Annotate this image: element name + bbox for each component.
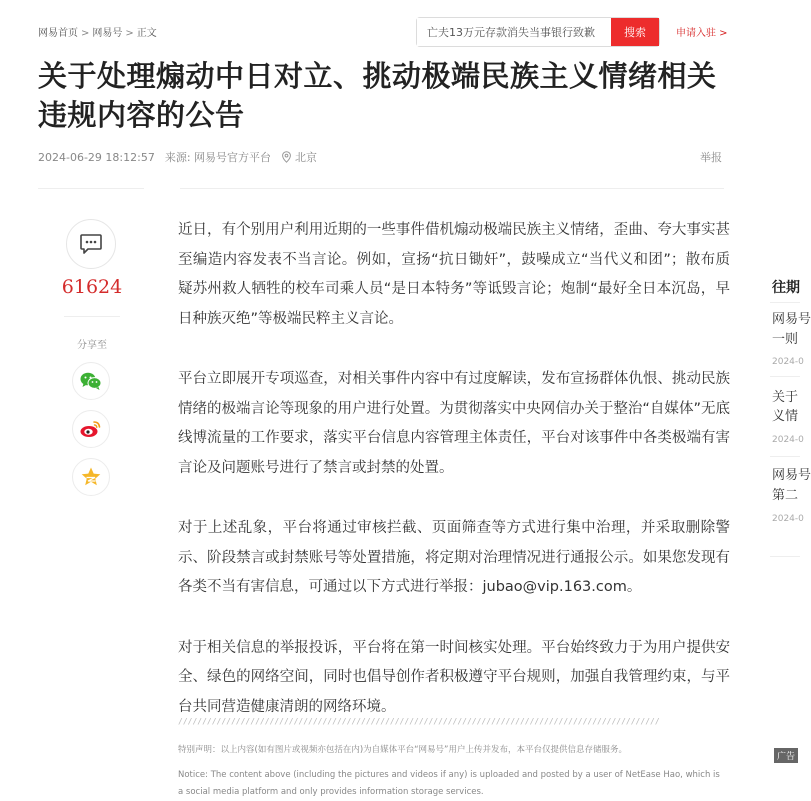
article-paragraph: 对于上述乱象，平台将通过审核拦截、页面筛查等方式进行集中治理，并采取删除警示、阶段禁言或封禁账号等处置措施，将定期对治理情况进行通报公示。如果您发现有各类不当有害信息，可通过以下方式进行举报：jubao@vip.163.com。	[178, 520, 730, 595]
breadcrumb-separator: >	[125, 28, 134, 39]
past-article-date: 2024-0	[772, 357, 804, 367]
article-paragraph: 近日，有个别用户利用近期的一些事件借机煽动极端民族主义情绪，歪曲、夸大事实甚至编造内容发表不当言论。例如，宣扬“抗日锄奸”，鼓噪成立“当代义和团”；散布质疑苏州救人牺牲的校车司乘人员“是日本特务”等诋毁言论；炮制“最好全日本沉岛，早日种族灭绝”等极端民粹主义言论。	[178, 222, 730, 327]
past-article-title[interactable]: 网易号	[772, 312, 811, 327]
location-label: 北京	[295, 151, 318, 164]
past-article-title[interactable]: 一则	[772, 332, 799, 347]
right-column-divider	[770, 556, 800, 557]
wechat-icon	[79, 371, 103, 391]
past-article-date: 2024-0	[772, 514, 804, 524]
article-source: 来源: 网易号官方平台	[164, 151, 272, 164]
slash-divider: ////////////////////////////////////////////////////////////////////////////////////////////////////	[178, 717, 660, 726]
publish-date: 2024-06-29 18:12:57	[38, 150, 155, 164]
apply-join-link[interactable]: 申请入驻 >	[676, 28, 728, 39]
breadcrumb-current: 正文	[136, 28, 157, 39]
report-link[interactable]: 举报	[700, 151, 722, 164]
right-column-past-articles	[770, 0, 811, 799]
right-column-divider	[770, 376, 800, 377]
right-column-divider	[770, 302, 800, 303]
meta-divider	[38, 188, 144, 189]
comment-count[interactable]: 61624	[61, 276, 123, 298]
breadcrumb-home-link[interactable]: 网易首页	[38, 28, 78, 39]
ad-badge: 广告	[774, 748, 798, 763]
breadcrumb-netease-hao-link[interactable]: 网易号	[92, 28, 123, 39]
comment-bubble-icon	[79, 233, 103, 255]
weibo-icon	[79, 419, 103, 439]
breadcrumb	[38, 24, 157, 39]
search-input[interactable]	[417, 18, 613, 46]
article-title: 关于处理煽动中日对立、挑动极端民族主义情绪相关违规内容的公告	[38, 59, 717, 132]
article-meta	[38, 149, 317, 165]
article-paragraph: 平台立即展开专项巡查，对相关事件内容中有过度解读，发布宣扬群体仇恨、挑动民族情绪的极端言论等现象的用户进行处置。为贯彻落实中央网信办关于整治“自媒体”无底线博流量的工作要求，落实平台信息内容管理主体责任，平台对该事件中各类极端有害言论及问题账号进行了禁言或封禁的处置。	[178, 371, 730, 476]
past-article-title[interactable]: 网易号	[772, 468, 811, 483]
location-pin-icon	[281, 151, 292, 163]
comment-button[interactable]	[66, 219, 116, 269]
article-paragraph: 对于相关信息的举报投诉，平台将在第一时间核实处理。平台始终致力于为用户提供安全、绿色的网络空间，同时也倡导创作者积极遵守平台规则，加强自我管理约束，与平台共同营造健康清朗的网络环境。	[178, 639, 730, 715]
right-column-divider	[770, 456, 800, 457]
top-bar	[0, 0, 800, 58]
search-box	[416, 17, 660, 47]
past-article-date: 2024-0	[772, 435, 804, 445]
share-weibo-button[interactable]	[72, 410, 110, 448]
past-article-title[interactable]: 第二	[772, 488, 799, 503]
side-divider	[64, 316, 120, 317]
disclaimer-chinese: 特别声明：以上内容(如有图片或视频亦包括在内)为自媒体平台“网易号”用户上传并发布，本平台仅提供信息存储服务。	[178, 745, 627, 755]
article-location	[281, 149, 317, 165]
share-qzone-button[interactable]	[72, 458, 110, 496]
past-article-title[interactable]: 关于	[772, 390, 799, 405]
article-body	[178, 216, 730, 753]
share-wechat-button[interactable]	[72, 362, 110, 400]
search-button[interactable]: 搜索	[611, 18, 659, 46]
breadcrumb-separator: >	[81, 28, 90, 39]
meta-divider	[180, 188, 724, 189]
share-label: 分享至	[77, 340, 107, 351]
past-articles-heading: 往期	[772, 280, 800, 296]
disclaimer-english: Notice: The content above (including the pictures and videos if any) is uploaded and posted by a user of NetEase Hao, which is a social media platform and only provides information storage services.	[178, 770, 720, 797]
qzone-star-icon	[80, 466, 102, 488]
past-article-title[interactable]: 义情	[772, 409, 799, 424]
